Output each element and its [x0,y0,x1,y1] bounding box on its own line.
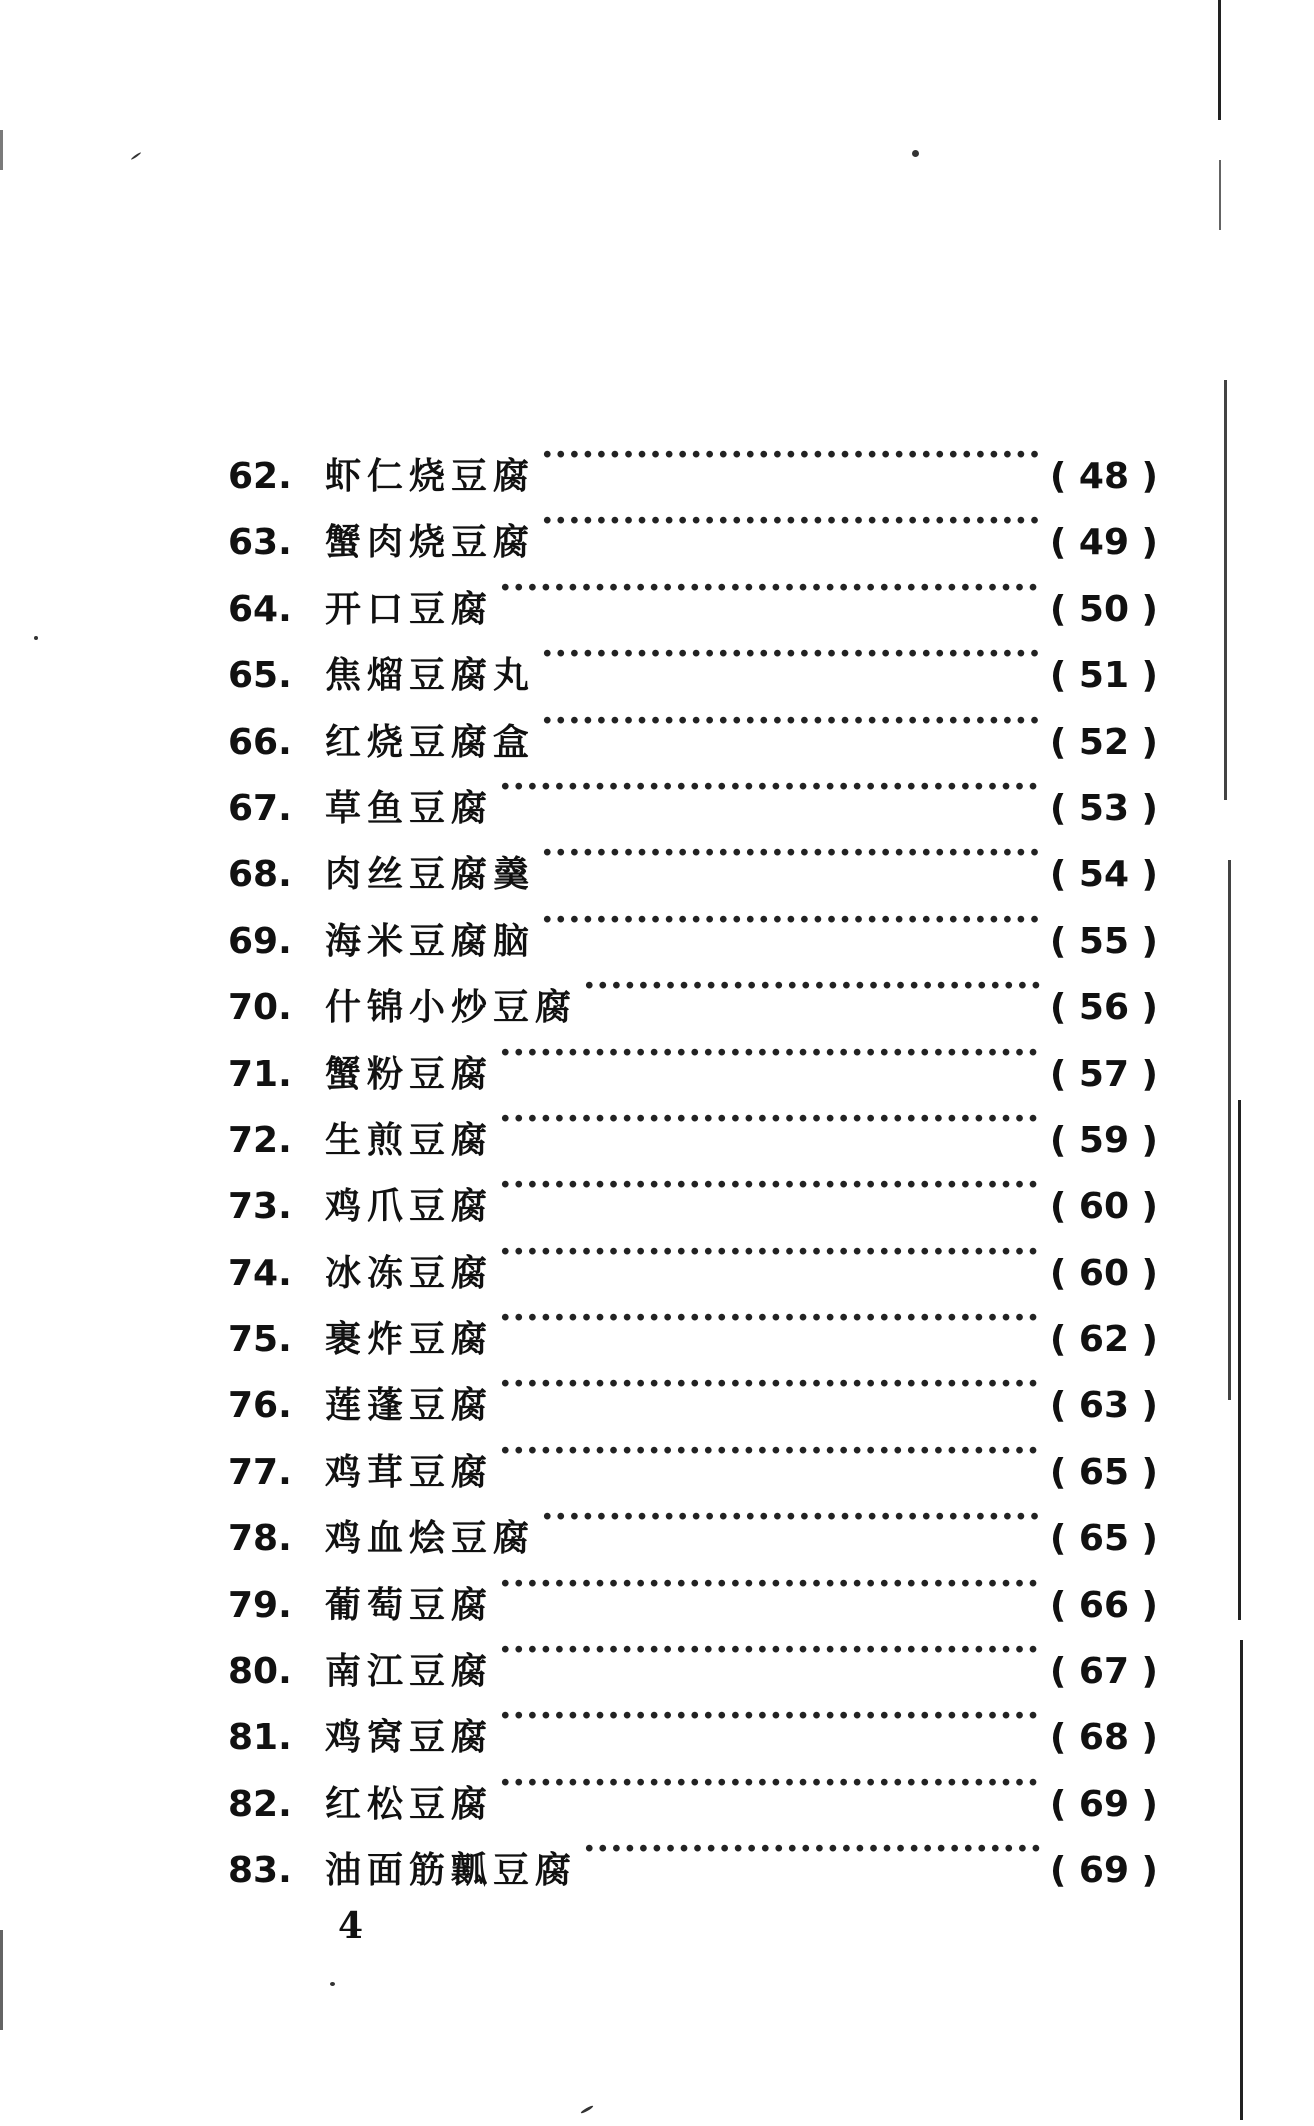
dot-leader [541,621,1040,687]
entry-page: ( 63 ) [1049,1385,1158,1427]
scan-speck [580,2105,594,2115]
dot-leader [499,1152,1040,1218]
dot-leader [499,1617,1040,1683]
entry-title: 鸡窝豆腐 [325,1716,494,1759]
entry-number: 79. [228,1584,292,1626]
dot-leader [583,953,1040,1019]
entry-page: ( 50 ) [1049,588,1158,630]
entry-number: 73. [228,1186,292,1228]
entry-title: 鸡茸豆腐 [325,1450,494,1493]
entry-number: 76. [228,1385,292,1427]
entry-page: ( 54 ) [1049,854,1158,896]
entry-title: 生煎豆腐 [325,1118,494,1161]
scan-speck [34,636,38,640]
dot-leader [541,488,1040,554]
scan-edge-line [1218,0,1221,120]
entry-number: 67. [228,787,292,829]
scan-edge-line [1228,860,1231,1400]
dot-leader [499,1020,1040,1086]
scan-edge-line [1224,380,1227,800]
scan-edge-line [1240,1640,1243,2120]
entry-page: ( 56 ) [1049,987,1158,1029]
entry-number: 83. [228,1850,292,1892]
scan-edge-line [0,1930,3,2030]
dot-leader [541,422,1040,488]
entry-number: 71. [228,1053,292,1095]
entry-number: 66. [228,721,292,763]
entry-number: 77. [228,1451,292,1493]
toc-entry[interactable] [228,422,1158,497]
entry-title: 鸡爪豆腐 [325,1185,494,1228]
entry-page: ( 65 ) [1049,1451,1158,1493]
entry-page: ( 60 ) [1049,1186,1158,1228]
entry-page: ( 68 ) [1049,1717,1158,1759]
entry-page: ( 60 ) [1049,1252,1158,1294]
scan-speck [912,150,919,157]
entry-number: 70. [228,987,292,1029]
entry-title: 海米豆腐脑 [325,919,536,962]
page-number: 4 [338,1905,364,1947]
dot-leader [499,754,1040,820]
entry-title: 红烧豆腐盒 [325,720,536,763]
entry-page: ( 52 ) [1049,721,1158,763]
entry-title: 葡萄豆腐 [325,1583,494,1626]
dot-leader [499,1750,1040,1816]
entry-number: 74. [228,1252,292,1294]
entry-number: 68. [228,854,292,896]
dot-leader [499,555,1040,621]
dot-leader [541,887,1040,953]
entry-page: ( 51 ) [1049,655,1158,697]
entry-number: 62. [228,456,292,497]
entry-page: ( 57 ) [1049,1053,1158,1095]
dot-leader [499,1086,1040,1152]
entry-page: ( 62 ) [1049,1319,1158,1361]
scan-speck [330,1982,335,1986]
dot-leader [499,1219,1040,1285]
entry-title: 冰冻豆腐 [325,1251,494,1294]
dot-leader [541,820,1040,886]
entry-number: 65. [228,655,292,697]
entry-page: ( 69 ) [1049,1850,1158,1892]
entry-number: 64. [228,588,292,630]
entry-title: 鸡血烩豆腐 [325,1517,536,1560]
table-of-contents [228,422,1158,1892]
entry-title: 南江豆腐 [325,1650,494,1693]
entry-title: 虾仁烧豆腐 [325,455,536,497]
entry-title: 红松豆腐 [325,1782,494,1825]
dot-leader [499,1418,1040,1484]
entry-page: ( 53 ) [1049,787,1158,829]
entry-page: ( 59 ) [1049,1119,1158,1161]
entry-number: 69. [228,920,292,962]
entry-number: 82. [228,1783,292,1825]
entry-title: 蟹粉豆腐 [325,1052,494,1095]
scan-edge-line [1219,160,1221,230]
entry-number: 63. [228,522,292,564]
entry-title: 油面筋瓤豆腐 [325,1849,578,1892]
dot-leader [499,1551,1040,1617]
entry-title: 开口豆腐 [325,587,494,630]
entry-page: ( 49 ) [1049,522,1158,564]
dot-leader [499,1351,1040,1417]
entry-title: 草鱼豆腐 [325,786,494,829]
dot-leader [583,1816,1040,1882]
entry-title: 焦熘豆腐丸 [325,654,536,697]
entry-number: 75. [228,1319,292,1361]
scan-edge-line [1238,1100,1241,1620]
scan-speck [131,152,142,161]
entry-title: 什锦小炒豆腐 [325,986,578,1029]
entry-title: 蟹肉烧豆腐 [325,521,536,564]
dot-leader [541,1484,1040,1550]
entry-page: ( 66 ) [1049,1584,1158,1626]
entry-title: 莲蓬豆腐 [325,1384,494,1427]
entry-number: 80. [228,1651,292,1693]
entry-number: 78. [228,1518,292,1560]
entry-page: ( 48 ) [1049,456,1158,497]
entry-page: ( 69 ) [1049,1783,1158,1825]
dot-leader [499,1683,1040,1749]
entry-page: ( 67 ) [1049,1651,1158,1693]
dot-leader [499,1285,1040,1351]
entry-title: 肉丝豆腐羹 [325,853,536,896]
entry-number: 81. [228,1717,292,1759]
entry-number: 72. [228,1119,292,1161]
scan-edge-line [0,130,3,170]
entry-page: ( 65 ) [1049,1518,1158,1560]
entry-title: 裹炸豆腐 [325,1318,494,1361]
dot-leader [541,688,1040,754]
entry-page: ( 55 ) [1049,920,1158,962]
